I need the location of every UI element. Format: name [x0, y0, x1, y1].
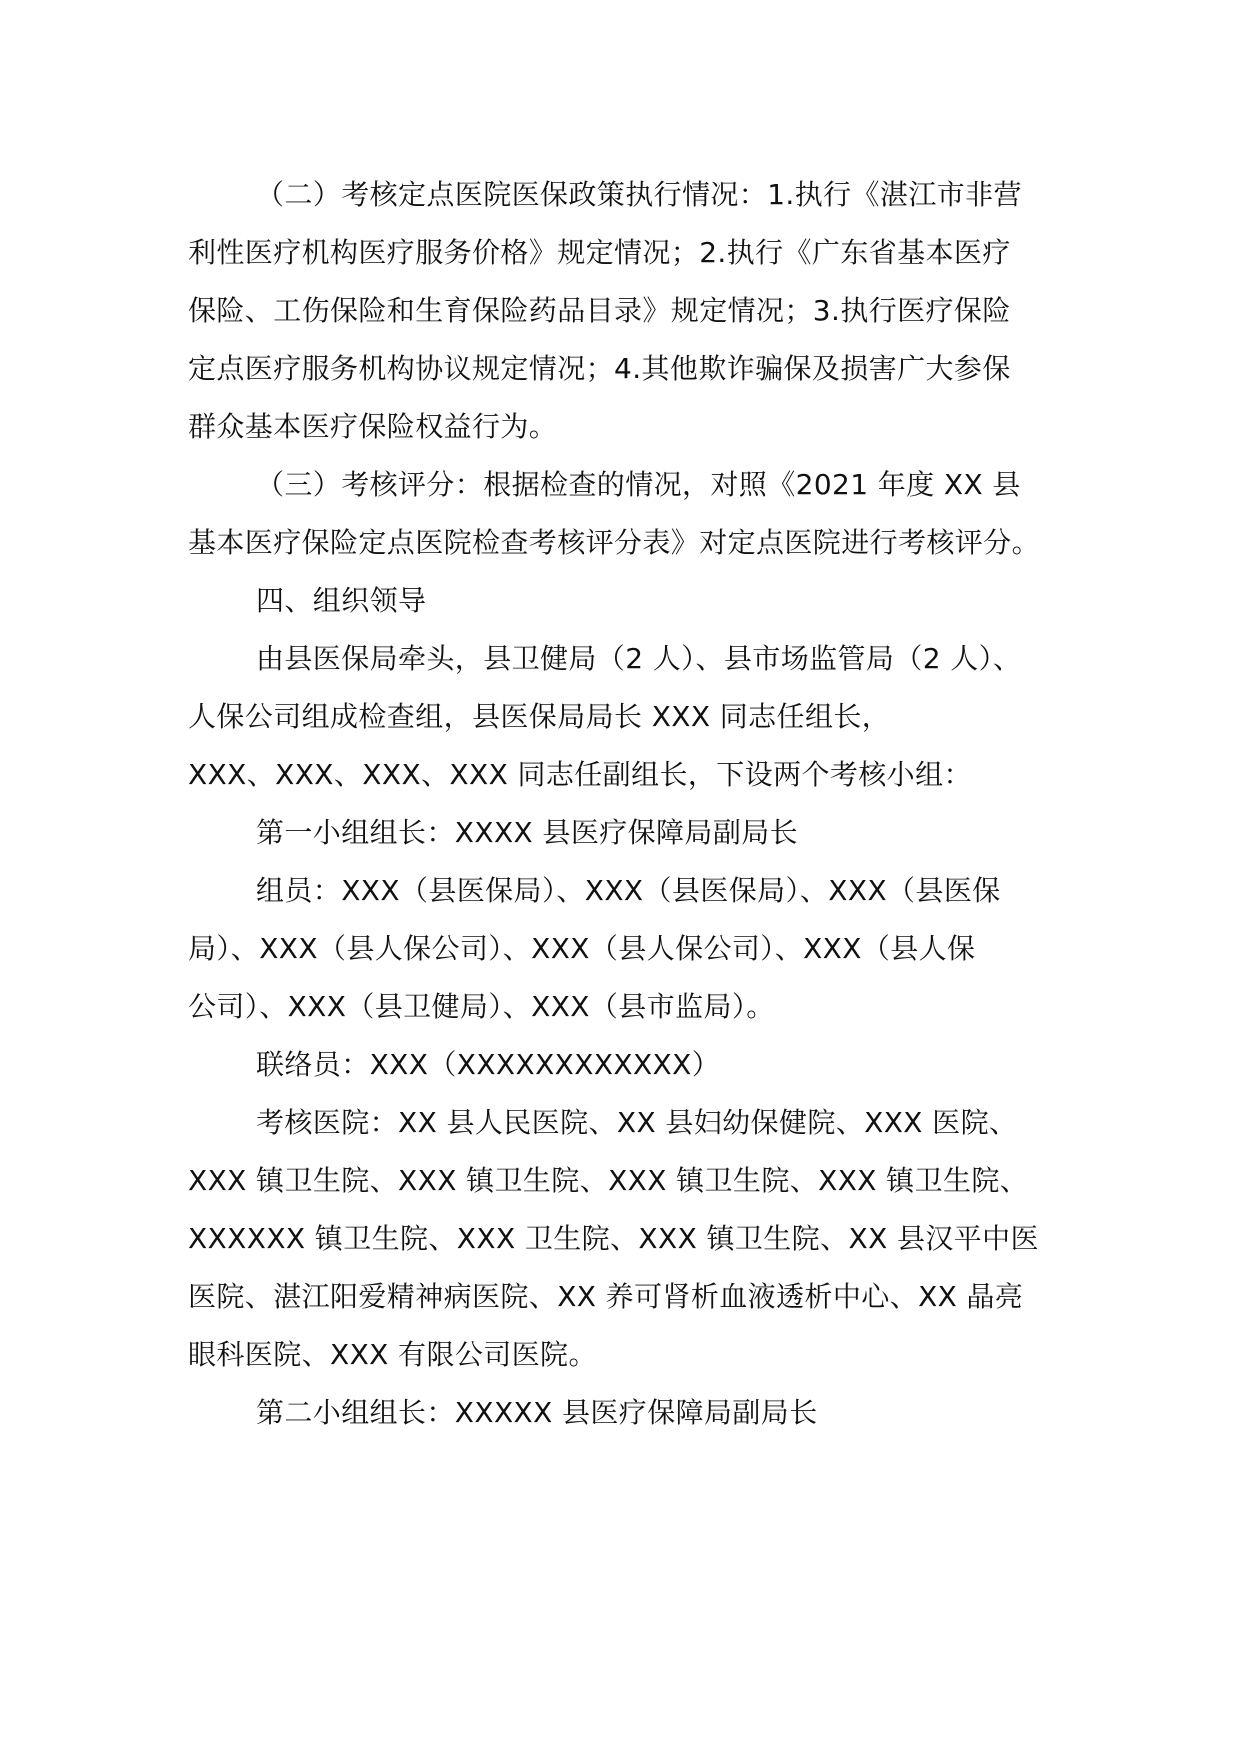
paragraph-line: 第二小组组长：XXXXX 县医疗保障局副局长: [256, 1396, 818, 1429]
paragraph-line: 人保公司组成检查组，县医保局局长 XXX 同志任组长，: [188, 700, 891, 733]
paragraph-line: 利性医疗机构医疗服务价格》规定情况；2.执行《广东省基本医疗: [188, 236, 1011, 269]
paragraph-line: XXX 镇卫生院、XXX 镇卫生院、XXX 镇卫生院、XXX 镇卫生院、: [188, 1164, 1029, 1197]
paragraph-line: 医院、湛江阳爱精神病医院、XX 养可肾析血液透析中心、XX 晶亮: [188, 1280, 1024, 1313]
section-heading: 四、组织领导: [256, 584, 427, 617]
paragraph-line: 第一小组组长：XXXX 县医疗保障局副局长: [256, 816, 799, 849]
paragraph-line: XXX、XXX、XXX、XXX 同志任副组长，下设两个考核小组：: [188, 758, 972, 791]
paragraph-line: 局）、XXX（县人保公司）、XXX（县人保公司）、XXX（县人保: [188, 932, 976, 965]
paragraph-line: XXXXXX 镇卫生院、XXX 卫生院、XXX 镇卫生院、XX 县汉平中医: [188, 1222, 1039, 1255]
paragraph-line: 保险、工伤保险和生育保险药品目录》规定情况；3.执行医疗保险: [188, 294, 1011, 327]
paragraph-line: 联络员：XXX（XXXXXXXXXXXX）: [256, 1048, 721, 1081]
paragraph-line: 公司）、XXX（县卫健局）、XXX（县市监局）。: [188, 990, 775, 1023]
paragraph-line: 定点医疗服务机构协议规定情况；4.其他欺诈骗保及损害广大参保: [188, 352, 1011, 385]
paragraph-line: 由县医保局牵头，县卫健局（2 人）、县市场监管局（2 人）、: [256, 642, 1022, 675]
paragraph-line: 考核医院：XX 县人民医院、XX 县妇幼保健院、XXX 医院、: [256, 1106, 1018, 1139]
paragraph-line: 眼科医院、XXX 有限公司医院。: [188, 1338, 597, 1371]
paragraph-line: 群众基本医疗保险权益行为。: [188, 410, 558, 443]
paragraph-line: （二）考核定点医院医保政策执行情况：1.执行《湛江市非营: [256, 178, 1022, 211]
paragraph-line: 基本医疗保险定点医院检查考核评分表》对定点医院进行考核评分。: [188, 526, 1041, 559]
paragraph-line: （三）考核评分：根据检查的情况，对照《2021 年度 XX 县: [256, 468, 1021, 501]
paragraph-line: 组员：XXX（县医保局）、XXX（县医保局）、XXX（县医保: [256, 874, 1001, 907]
